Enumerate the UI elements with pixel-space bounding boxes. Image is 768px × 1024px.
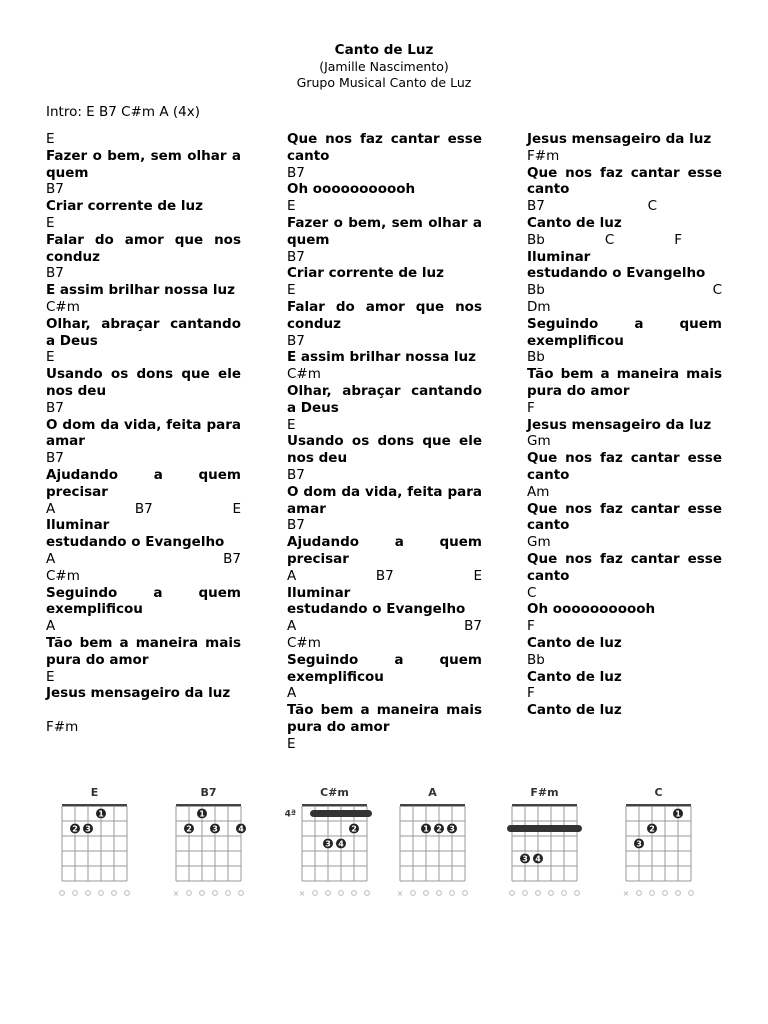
- chord-diagram-name: C: [654, 786, 663, 799]
- chord-line: B7: [287, 517, 305, 534]
- lyric-line: Canto de luz: [527, 214, 622, 231]
- open-string-marker: [650, 891, 655, 896]
- lyric-line: Fazer o bem, sem olhar a quem: [287, 214, 482, 248]
- finger-number: 3: [85, 824, 91, 834]
- lyric-line: E assim brilhar nossa luz: [46, 282, 236, 299]
- lyric-line: Seguindo a quem exemplificou: [287, 651, 482, 685]
- chord-line: F: [527, 685, 535, 702]
- open-string-marker: [523, 891, 528, 896]
- chord-line: E: [287, 416, 296, 433]
- chord-line: C: [527, 584, 537, 601]
- chord-diagram: [58, 782, 131, 911]
- lyric-line: E assim brilhar nossa luz: [287, 349, 477, 366]
- open-string-marker: [187, 891, 192, 896]
- open-string-marker: [213, 891, 218, 896]
- lyric-line: Iluminar: [287, 584, 351, 601]
- chord-line: B7: [46, 450, 64, 467]
- chord-name: A: [46, 500, 56, 517]
- chord-name: C: [712, 282, 722, 299]
- chord-name: B7: [464, 618, 482, 635]
- open-string-marker: [536, 891, 541, 896]
- open-string-marker: [689, 891, 694, 896]
- lyric-line: Usando os dons que ele nos deu: [287, 433, 482, 467]
- open-string-marker: [99, 891, 104, 896]
- chord-line: F#m: [527, 147, 560, 164]
- chord-diagram-svg: [622, 782, 695, 907]
- nut: [512, 804, 577, 807]
- chord-line: [527, 198, 657, 215]
- chord-name: F: [674, 231, 682, 248]
- finger-number: 3: [212, 824, 218, 834]
- open-string-marker: [562, 891, 567, 896]
- lyric-line: Oh ooooooooooh: [527, 601, 656, 618]
- chord-line: B7: [287, 248, 305, 265]
- open-string-marker: [549, 891, 554, 896]
- lyric-line: Seguindo a quem exemplificou: [527, 315, 722, 349]
- lyric-line: Canto de luz: [527, 702, 622, 719]
- open-string-marker: [200, 891, 205, 896]
- lyric-line: Criar corrente de luz: [287, 265, 444, 282]
- open-string-marker: [86, 891, 91, 896]
- chord-name: C: [604, 231, 615, 248]
- finger-number: 4: [338, 839, 344, 849]
- open-string-marker: [637, 891, 642, 896]
- open-string-marker: [663, 891, 668, 896]
- chord-line: E: [46, 214, 55, 231]
- lyric-line: Fazer o bem, sem olhar a quem: [46, 147, 241, 181]
- chord-line: E: [287, 282, 296, 299]
- open-string-marker: [676, 891, 681, 896]
- chord-line: [287, 568, 482, 585]
- lyric-line: estudando o Evangelho: [46, 534, 225, 551]
- open-string-marker: [112, 891, 117, 896]
- lyric-line: Jesus mensageiro da luz: [527, 131, 712, 147]
- chord-line: A: [46, 618, 56, 635]
- finger-number: 1: [675, 809, 681, 819]
- chord-diagram: [508, 782, 581, 911]
- chord-line: C#m: [287, 366, 321, 383]
- chord-line: [46, 551, 241, 568]
- open-string-marker: [339, 891, 344, 896]
- chord-line: C#m: [46, 567, 80, 584]
- lyric-line: Iluminar: [46, 517, 110, 534]
- chord-diagram-svg: [284, 782, 371, 907]
- chord-name: B7: [223, 550, 241, 567]
- chord-line: B7: [287, 466, 305, 483]
- chord-line: Dm: [527, 298, 551, 315]
- nut: [400, 804, 465, 807]
- lyrics-column-2: [287, 131, 482, 752]
- open-string-marker: [326, 891, 331, 896]
- open-string-marker: [424, 891, 429, 896]
- open-string-marker: [352, 891, 357, 896]
- lyric-line: Ajudando a quem precisar: [287, 534, 482, 567]
- lyric-line: Oh ooooooooooh: [287, 181, 416, 198]
- open-string-marker: [437, 891, 442, 896]
- finger-number: 4: [238, 824, 244, 834]
- fret-position-label: 4ª: [284, 809, 296, 820]
- open-string-marker: [73, 891, 78, 896]
- chord-line: [527, 282, 722, 299]
- chord-diagram-svg: [396, 782, 469, 907]
- finger-number: 2: [72, 824, 78, 834]
- finger-number: 3: [522, 854, 528, 864]
- chord-line: C#m: [46, 298, 80, 315]
- chord-name: Bb: [527, 231, 545, 248]
- lyric-line: Canto de luz: [527, 668, 622, 685]
- lyric-line: Usando os dons que ele nos deu: [46, 366, 241, 399]
- lyric-line: Iluminar: [527, 248, 591, 265]
- chord-line: E: [46, 131, 55, 147]
- muted-string-marker: ×: [622, 889, 630, 898]
- chord-diagram-svg: [172, 782, 245, 907]
- finger-number: 1: [199, 809, 205, 819]
- lyric-line: Ajudando a quem precisar: [46, 466, 241, 500]
- open-string-marker: [510, 891, 515, 896]
- finger-number: 3: [325, 839, 331, 849]
- chord-name: E: [232, 500, 241, 517]
- chord-name: A: [287, 567, 297, 584]
- finger-number: 1: [423, 824, 429, 834]
- muted-string-marker: ×: [396, 889, 404, 898]
- chord-line: E: [287, 735, 296, 752]
- chord-line: C#m: [287, 634, 321, 651]
- open-string-marker: [226, 891, 231, 896]
- chord-line: Am: [527, 483, 550, 500]
- finger-number: 3: [636, 839, 642, 849]
- lyric-line: Falar do amor que nos conduz: [287, 298, 482, 332]
- open-string-marker: [125, 891, 130, 896]
- lyric-line: Que nos faz cantar esse canto: [527, 164, 722, 198]
- chord-line: E: [46, 668, 55, 685]
- open-string-marker: [60, 891, 65, 896]
- chord-name: B7: [527, 198, 545, 215]
- chord-diagram: [284, 782, 371, 911]
- finger-number: 4: [535, 854, 541, 864]
- song-title: Canto de Luz: [334, 42, 434, 58]
- finger-number: 2: [649, 824, 655, 834]
- lyric-line: Falar do amor que nos conduz: [46, 231, 241, 265]
- chord-line: B7: [46, 399, 64, 416]
- muted-string-marker: ×: [172, 889, 180, 898]
- lyric-line: Que nos faz cantar esse canto: [527, 500, 722, 534]
- blank-line: [46, 702, 241, 719]
- chord-name: E: [473, 567, 482, 584]
- chord-diagram-svg: [508, 782, 581, 907]
- chord-name: Bb: [527, 282, 545, 299]
- lyric-line: O dom da vida, feita para amar: [46, 416, 241, 450]
- chord-line: Gm: [527, 433, 551, 450]
- nut: [302, 804, 367, 807]
- finger-number: 1: [98, 809, 104, 819]
- song-group: Grupo Musical Canto de Luz: [296, 75, 472, 90]
- lyric-line: Que nos faz cantar esse canto: [527, 450, 722, 483]
- chord-line: F#m: [46, 718, 79, 735]
- nut: [62, 804, 127, 807]
- lyric-line: Tão bem a maneira mais pura do amor: [527, 366, 722, 399]
- finger-number: 2: [436, 824, 442, 834]
- open-string-marker: [313, 891, 318, 896]
- chord-diagrams: [0, 782, 768, 912]
- chord-diagram-name: A: [428, 786, 437, 799]
- chord-diagram-name: C#m: [320, 786, 349, 799]
- chord-diagram: [172, 782, 245, 911]
- chord-line: Gm: [527, 534, 551, 551]
- song-author: (Jamille Nascimento): [319, 59, 449, 74]
- chord-line: F: [527, 618, 535, 635]
- song-intro: Intro: E B7 C#m A (4x): [46, 104, 200, 120]
- lyric-line: Jesus mensageiro da luz: [527, 416, 712, 433]
- lyric-line: Criar corrente de luz: [46, 198, 203, 215]
- chord-line: B7: [46, 181, 64, 198]
- chord-line: E: [287, 198, 296, 215]
- muted-string-marker: ×: [298, 889, 306, 898]
- lyric-line: Tão bem a maneira mais pura do amor: [287, 702, 482, 735]
- chord-line: [527, 232, 682, 249]
- open-string-marker: [463, 891, 468, 896]
- chord-name: B7: [134, 500, 153, 517]
- open-string-marker: [411, 891, 416, 896]
- lyric-line: Olhar, abraçar cantando a Deus: [46, 315, 241, 349]
- finger-number: 2: [351, 824, 357, 834]
- chord-line: E: [46, 349, 55, 366]
- lyric-line: Jesus mensageiro da luz: [46, 685, 231, 702]
- chord-line: [287, 618, 482, 635]
- lyric-line: Que nos faz cantar esse canto: [527, 550, 722, 584]
- lyric-line: Olhar, abraçar cantando a Deus: [287, 382, 482, 416]
- chord-line: [46, 501, 241, 518]
- barre: [507, 825, 582, 832]
- open-string-marker: [575, 891, 580, 896]
- open-string-marker: [450, 891, 455, 896]
- chord-diagram-svg: [58, 782, 131, 907]
- open-string-marker: [239, 891, 244, 896]
- chord-line: B7: [287, 164, 305, 181]
- lyric-line: Tão bem a maneira mais pura do amor: [46, 634, 241, 668]
- lyric-line: Canto de luz: [527, 634, 622, 651]
- nut: [176, 804, 241, 807]
- chord-line: B7: [46, 265, 64, 282]
- lyric-line: Que nos faz cantar esse canto: [287, 131, 482, 164]
- chord-name: A: [46, 550, 56, 567]
- lyrics-column-3: [527, 131, 722, 719]
- finger-number: 3: [449, 824, 455, 834]
- chord-diagram-name: E: [90, 786, 99, 799]
- nut: [626, 804, 691, 807]
- chord-name: A: [287, 618, 297, 635]
- chord-line: Bb: [527, 349, 545, 366]
- chord-diagram-name: F#m: [530, 786, 559, 799]
- chord-diagram-name: B7: [200, 786, 217, 799]
- lyrics-column-1: [46, 131, 241, 736]
- chord-name: B7: [375, 567, 394, 584]
- lyric-line: estudando o Evangelho: [527, 265, 706, 282]
- chord-name: C: [647, 198, 657, 215]
- open-string-marker: [365, 891, 370, 896]
- lyric-line: Seguindo a quem exemplificou: [46, 584, 241, 618]
- chord-diagram: [396, 782, 469, 911]
- barre: [310, 810, 372, 817]
- chord-diagram: [622, 782, 695, 911]
- chord-line: B7: [287, 332, 305, 349]
- chord-line: F: [527, 399, 535, 416]
- lyric-line: estudando o Evangelho: [287, 601, 466, 618]
- chord-line: Bb: [527, 651, 545, 668]
- chord-line: A: [287, 685, 297, 702]
- finger-number: 2: [186, 824, 192, 834]
- song-header: [0, 42, 768, 91]
- lyric-line: O dom da vida, feita para amar: [287, 483, 482, 517]
